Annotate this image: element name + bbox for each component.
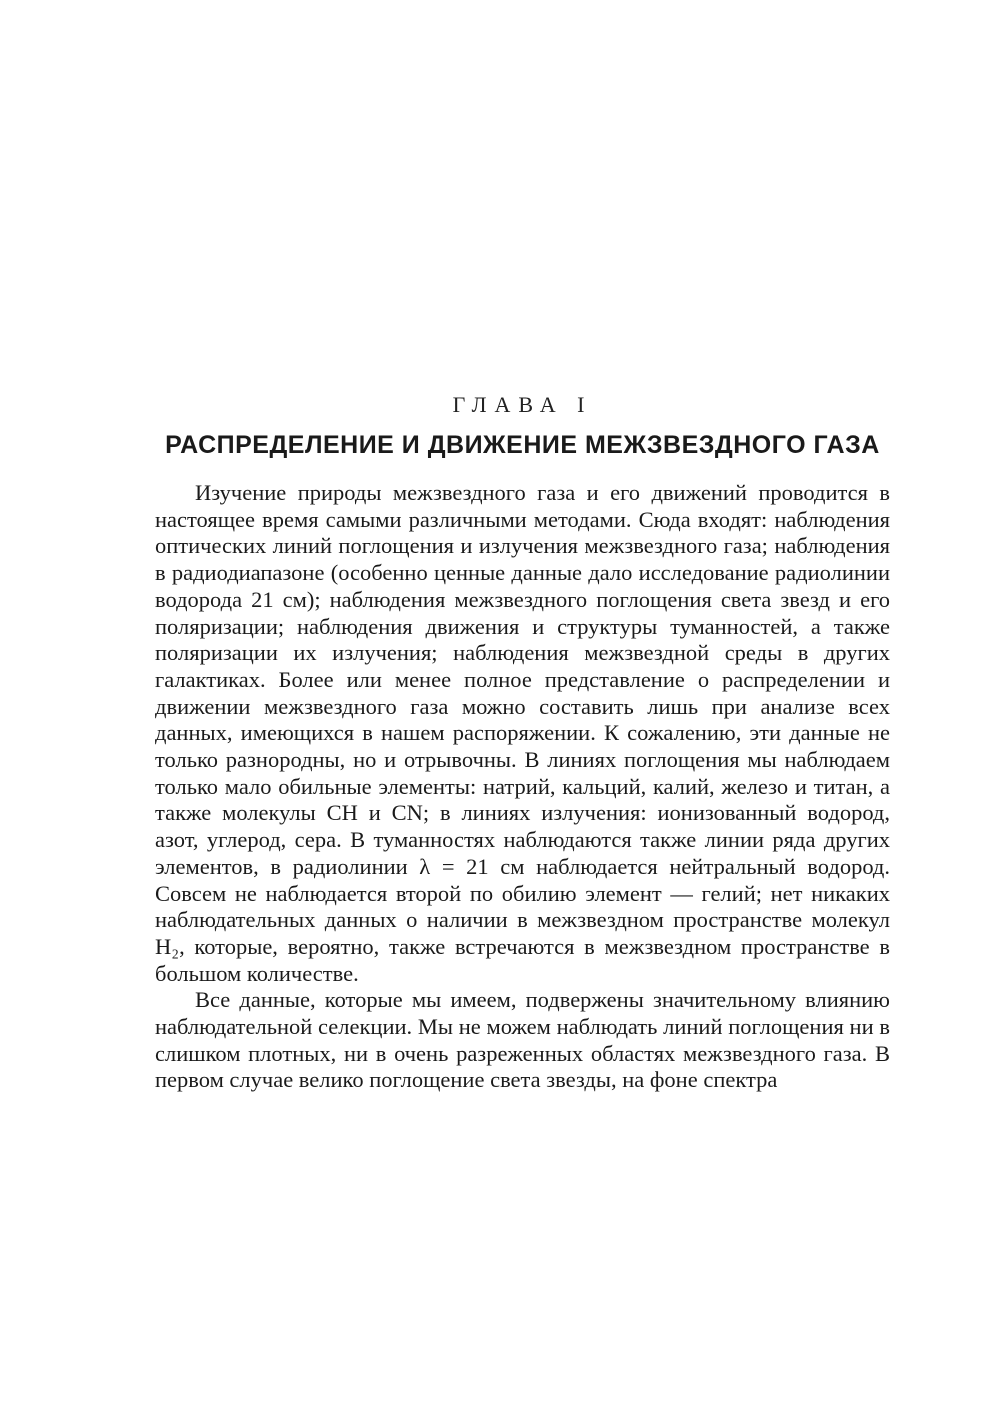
body-paragraph-2: Все данные, которые мы имеем, подвержены значительному влиянию наблюдательной селекции. Мы не можем наблюдать линий поглощения ни в слишком плотных, ни в очень разреженных областях межзвездного газа. В первом случае велико поглощение света звезды, на фоне спектра [155, 987, 890, 1093]
book-page [155, 392, 890, 1094]
chapter-title: РАСПРЕДЕЛЕНИЕ И ДВИЖЕНИЕ МЕЖЗВЕЗДНОГО ГАЗА [165, 431, 880, 459]
body-paragraph-1: Изучение природы межзвездного газа и его движений проводится в настоящее время самыми различными методами. Сюда входят: наблюдения оптических линий поглощения и излучения межзвездного газа; наблюдения в радиодиапазоне (особенно ценные данные дало исследование радиолинии водорода 21 см); наблюдения межзвездного поглощения света звезд и его поляризации; наблюдения движения и структуры туманностей, а также поляризации их излучения; наблюдения межзвездной среды в других галактиках. Более или менее полное представление о распределении и движении межзвездного газа можно составить лишь при анализе всех данных, имеющихся в нашем распоряжении. К сожалению, эти данные не только разнородны, но и отрывочны. В линиях поглощения мы наблюдаем только мало обильные элементы: натрий, кальций, калий, железо и титан, а также молекулы CH и CN; в линиях излучения: ионизованный водород, азот, углерод, сера. В туманностях наблюдаются также линии ряда других элементов, в радиолинии λ = 21 см наблюдается нейтральный водород. Совсем не наблюдается второй по обилию элемент — гелий; нет никаких наблюдательных данных о наличии в межзвездном пространстве молекул H₂, которые, вероятно, также встречаются в межзвездном пространстве в большом количестве. [155, 480, 890, 986]
chapter-label: ГЛАВА I [452, 392, 593, 417]
